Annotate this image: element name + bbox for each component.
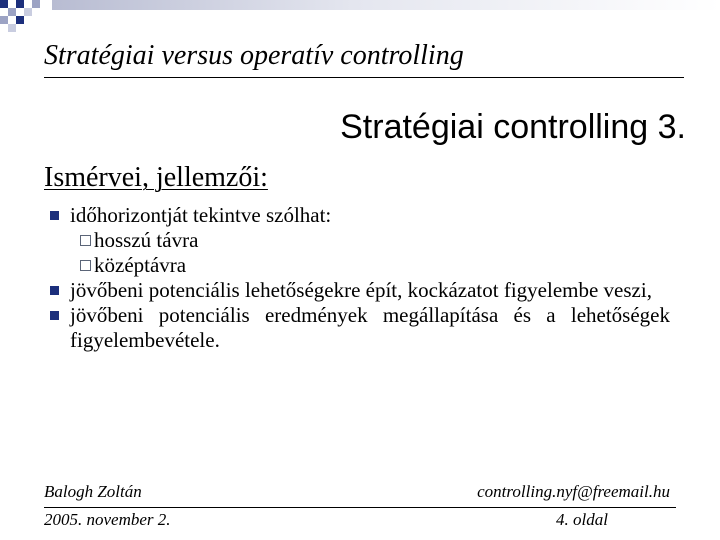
square-bullet-icon [50, 211, 59, 220]
corner-decoration [0, 0, 56, 40]
slide-title: Stratégiai controlling 3. [340, 108, 686, 146]
checkbox-bullet-icon [80, 235, 91, 246]
bullet-item [44, 303, 670, 353]
bullet-list [44, 203, 670, 353]
bullet-text: jövőbeni potenciális eredmények megállapítása és a lehetőségek figyelembevétele. [70, 303, 670, 352]
square-bullet-icon [50, 311, 59, 320]
footer-divider [44, 507, 676, 508]
section-subheading: Ismérvei, jellemzői: [44, 162, 268, 193]
bullet-item [44, 278, 670, 303]
header-divider [44, 77, 684, 78]
sub-bullet-item [44, 253, 670, 278]
header-title: Stratégiai versus operatív controlling [44, 40, 464, 71]
bullet-item [44, 203, 670, 228]
footer-email: controlling.nyf@freemail.hu [477, 482, 670, 501]
footer-date: 2005. november 2. [44, 510, 171, 529]
footer-author: Balogh Zoltán [44, 482, 142, 501]
bullet-text: időhorizontját tekintve szólhat: [70, 203, 332, 227]
square-bullet-icon [50, 286, 59, 295]
footer-page-number: 4. oldal [556, 510, 608, 529]
header-gradient-bar [52, 0, 720, 10]
sub-bullet-item [44, 228, 670, 253]
checkbox-bullet-icon [80, 260, 91, 271]
sub-bullet-text: hosszú távra [94, 228, 199, 252]
bullet-text: jövőbeni potenciális lehetőségekre épít, kockázatot figyelembe veszi, [70, 278, 652, 302]
sub-bullet-text: középtávra [94, 253, 187, 277]
